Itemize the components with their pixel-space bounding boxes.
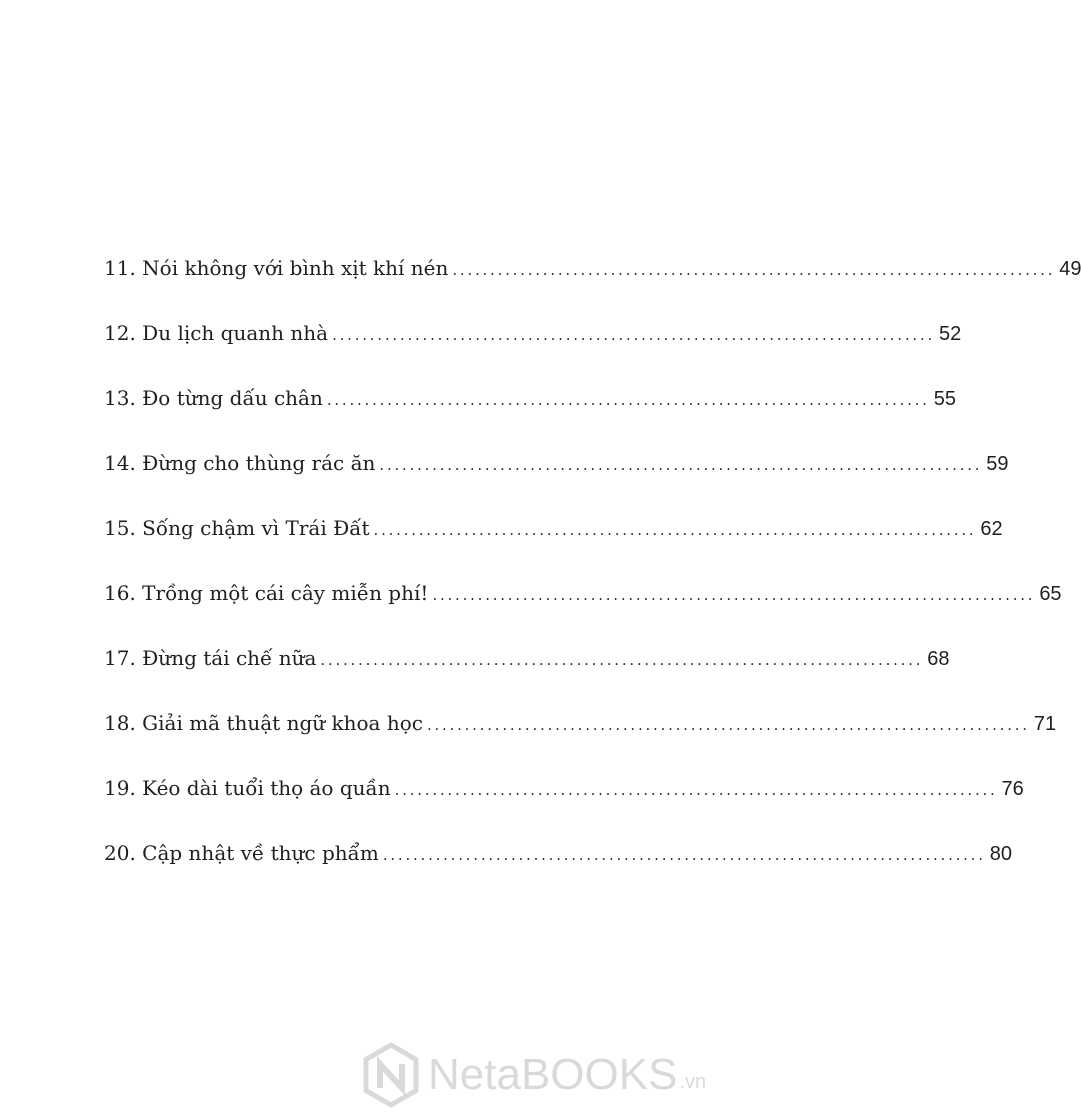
toc-dot-leader	[395, 776, 994, 804]
watermark-brand-text: NetaBOOKS	[428, 1050, 678, 1099]
toc-entry-title: 11. Nói không với bình xịt khí nén	[104, 256, 449, 280]
toc-dot-leader	[427, 711, 1026, 739]
toc-entry	[104, 254, 1082, 319]
toc-entry	[104, 774, 1024, 839]
toc-entry	[104, 839, 1012, 904]
toc-entry-page: 80	[989, 843, 1012, 865]
toc-entry	[104, 709, 1057, 774]
toc-entry-title: 12. Du lịch quanh nhà	[104, 321, 329, 345]
toc-entry	[104, 644, 950, 709]
toc-entry-title: 20. Cập nhật về thực phẩm	[104, 841, 379, 865]
toc-entry	[104, 384, 956, 449]
toc-entry	[104, 449, 1009, 514]
hexagon-n-logo-icon	[362, 1042, 420, 1108]
toc-entry-page: 65	[1039, 583, 1062, 605]
toc-dot-leader	[327, 386, 926, 414]
netabooks-watermark	[362, 1040, 706, 1110]
toc-entry-title: 16. Trồng một cái cây miễn phí!	[104, 581, 429, 605]
toc-dot-leader	[332, 321, 931, 349]
toc-entry-page: 68	[927, 648, 950, 670]
toc-entry-page: 59	[986, 453, 1009, 475]
toc-entry-title: 15. Sống chậm vì Trái Đất	[104, 516, 370, 540]
toc-entry-page: 49	[1059, 258, 1082, 280]
toc-dot-leader	[379, 451, 978, 479]
toc-entry	[104, 514, 1003, 579]
toc-entry	[104, 319, 962, 384]
toc-entry-title: 18. Giải mã thuật ngữ khoa học	[104, 711, 423, 735]
toc-dot-leader	[432, 581, 1031, 609]
toc-entry-page: 55	[933, 388, 956, 410]
toc-dot-leader	[452, 256, 1051, 284]
toc-dot-leader	[320, 646, 919, 674]
toc-dot-leader	[374, 516, 973, 544]
watermark-domain-suffix: .vn	[679, 1071, 707, 1093]
table-of-contents	[104, 254, 1082, 904]
toc-entry-title: 13. Đo từng dấu chân	[104, 386, 323, 410]
toc-dot-leader	[383, 841, 982, 869]
toc-entry-page: 71	[1033, 713, 1057, 735]
toc-entry-page: 76	[1001, 778, 1024, 800]
toc-entry-page: 52	[938, 323, 962, 345]
toc-entry	[104, 579, 1062, 644]
toc-entry-title: 14. Đừng cho thùng rác ăn	[104, 451, 376, 475]
toc-entry-page: 62	[980, 518, 1003, 540]
toc-entry-title: 17. Đừng tái chế nữa	[104, 646, 317, 670]
toc-entry-title: 19. Kéo dài tuổi thọ áo quần	[104, 776, 391, 800]
